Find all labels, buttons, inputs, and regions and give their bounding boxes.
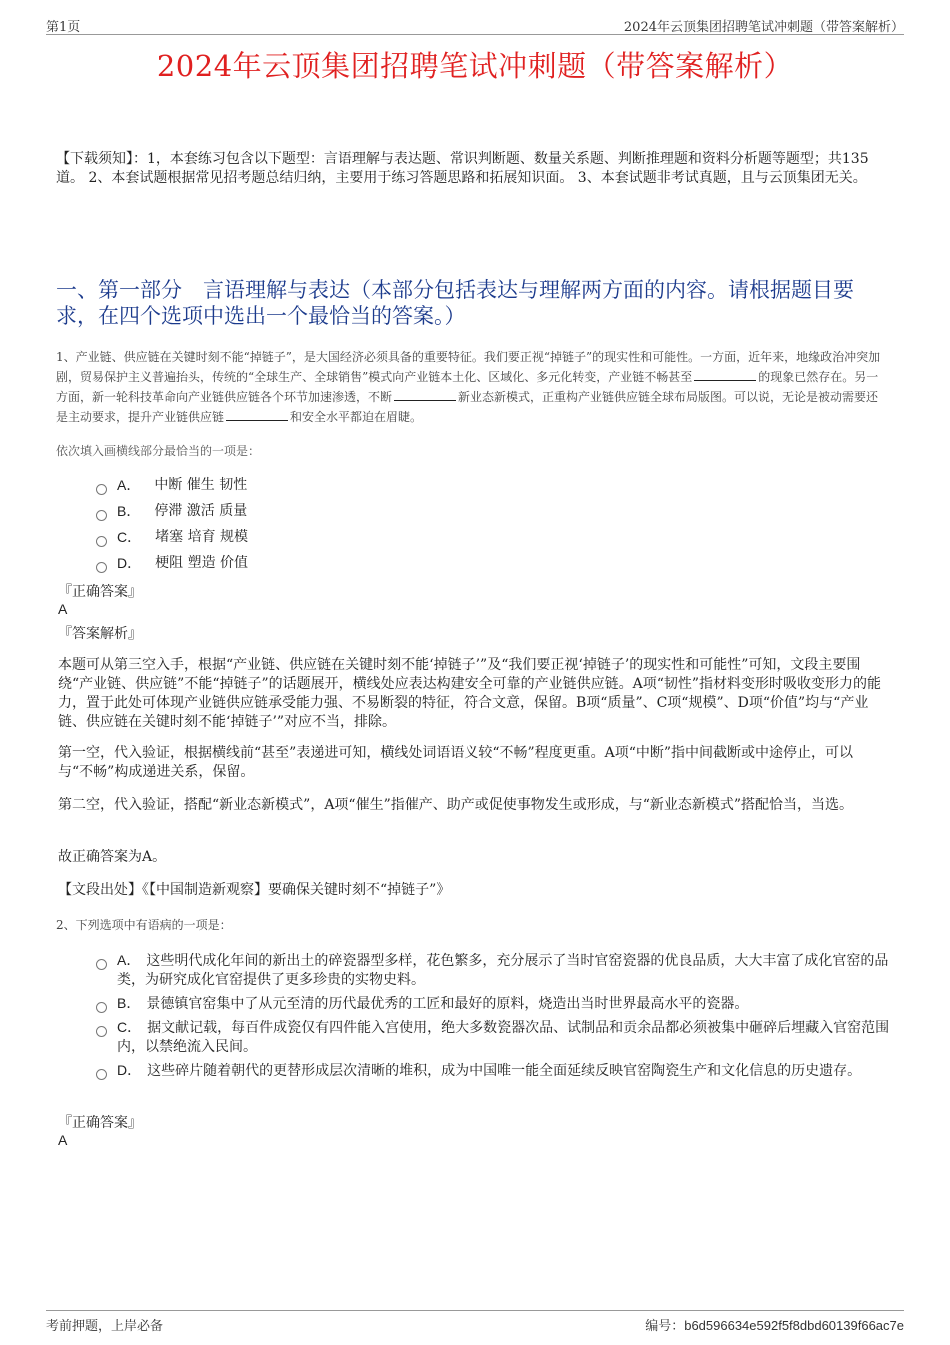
radio-icon[interactable] <box>96 1069 107 1080</box>
blank-line <box>226 408 288 421</box>
analysis-paragraph-1: 本题可从第三空入手，根据“产业链、供应链在关键时刻不能‘掉链子’”及“我们要正视‘掉链子’的现实性和可能性”可知，文段主要围绕“产业链、供应链”不能“掉链子”的话题展开，横线处应表达构建安全可靠的产业链供应链。A项“韧性”指材料变形时吸收变形力的能力，置于此处可体现产业链供应链承受能力强、不易断裂的特征，符合文意，保留。B项“质量”、C项“规模”、D项“价值”均与“产业链、供应链在关键时刻不能‘掉链子’”对应不当，排除。 <box>58 657 882 730</box>
header-doc-title: 2024年云顶集团招聘笔试冲刺题（带答案解析） <box>623 20 904 35</box>
analysis-conclusion: 故正确答案为A。 <box>58 849 167 865</box>
footer-code: 编号：b6d596634e592f5f8dbd60139f66ac7e <box>645 1318 904 1334</box>
q1-option-d[interactable]: D． 梗阻 塑造 价值 <box>96 554 896 580</box>
q1-options <box>96 476 896 580</box>
section-heading: 一、第一部分 言语理解与表达（本部分包括表达与理解两方面的内容。请根据题目要求，在四个选项中选出一个最恰当的答案。） <box>56 278 854 328</box>
question-2-stem: 2、下列选项中有语病的一项是： <box>56 918 232 932</box>
radio-icon[interactable] <box>96 484 107 495</box>
page-header <box>46 14 904 35</box>
q1-analysis-label: 『答案解析』 <box>58 626 142 642</box>
q2-option-b[interactable]: B． 景德镇官窑集中了从元至清的历代最优秀的工匠和最好的原料，烧造出当时世界最高水平的瓷器。 <box>96 994 896 1014</box>
q2-option-d[interactable]: D． 这些碎片随着朝代的更替形成层次清晰的堆积，成为中国唯一能全面延续反映官窑陶瓷生产和文化信息的历史遗存。 <box>96 1061 896 1081</box>
q1-option-c[interactable]: C． 堵塞 培育 规模 <box>96 528 896 554</box>
analysis-source: 【文段出处】《【中国制造新观察】要确保关键时刻不“掉链子”》 <box>58 882 451 898</box>
footer-slogan: 考前押题，上岸必备 <box>46 1319 164 1334</box>
q1-text-part3: 新业态新模式，正重构产业链供应链全球布局版图。可以说，无论是被动需要还是主动要求，提升产业链供应链 <box>56 390 879 424</box>
page-number: 第1页 <box>46 20 81 35</box>
q2-option-c[interactable]: C． 据文献记载，每百件成瓷仅有四件能入宫使用，绝大多数瓷器次品、试制品和贡余品都必须被集中砸碎后埋藏入官窑范围内，以禁绝流入民间。 <box>96 1018 896 1057</box>
radio-icon[interactable] <box>96 536 107 547</box>
q1-prompt: 依次填入画横线部分最恰当的一项是： <box>56 444 261 458</box>
q1-text-part1: 1、产业链、供应链在关键时刻不能“掉链子”，是大国经济必须具备的重要特征。我们要正视“掉链子”的现实性和可能性。一方面，近年来，地缘政治冲突加剧，贸易保护主义普遍抬头，传统的“全球生产、全球销售”模式向产业链本土化、区域化、多元化转变，产业链不畅甚至 <box>56 350 881 384</box>
radio-icon[interactable] <box>96 1026 107 1037</box>
question-1-stem <box>56 347 890 427</box>
q1-text-part4: 和安全水平都迫在眉睫。 <box>290 410 423 424</box>
radio-icon[interactable] <box>96 1002 107 1013</box>
download-notice: 【下载须知】：1，本套练习包含以下题型：言语理解与表达题、常识判断题、数量关系题、判断推理题和资料分析题等题型；共135道。 2、本套试题根据常见招考题总结归纳，主要用于练习答题思路和拓展知识面。 3、本套试题非考试真题，且与云顶集团无关。 <box>56 151 869 186</box>
blank-line <box>394 388 456 401</box>
analysis-paragraph-2: 第一空，代入验证，根据横线前“甚至”表递进可知，横线处词语语义较“不畅”程度更重。A项“中断”指中间截断或中途停止，可以与“不畅”构成递进关系，保留。 <box>58 745 854 780</box>
radio-icon[interactable] <box>96 510 107 521</box>
q2-answer: A <box>58 1132 68 1148</box>
page-footer <box>46 1310 904 1333</box>
q1-option-b[interactable]: B． 停滞 激活 质量 <box>96 502 896 528</box>
q1-option-a[interactable]: A． 中断 催生 韧性 <box>96 476 896 502</box>
q2-answer-label: 『正确答案』 <box>58 1115 142 1131</box>
radio-icon[interactable] <box>96 562 107 573</box>
q1-answer: A <box>58 601 68 617</box>
radio-icon[interactable] <box>96 959 107 970</box>
blank-line <box>694 368 756 381</box>
q1-text-part2: 的现象已然存在。另一方面，新一轮科技革命向产业链供应链各个环节加速渗透，不断 <box>56 370 879 404</box>
q1-answer-label: 『正确答案』 <box>58 584 142 600</box>
analysis-paragraph-3: 第二空，代入验证，搭配“新业态新模式”，A项“催生”指催产、助产或促使事物发生或形成，与“新业态新模式”搭配恰当，当选。 <box>58 797 854 813</box>
page-title: 2024年云顶集团招聘笔试冲刺题（带答案解析） <box>156 49 794 83</box>
q2-options <box>96 951 896 1081</box>
q2-option-a[interactable]: A． 这些明代成化年间的新出土的碎瓷器型多样，花色繁多，充分展示了当时官窑瓷器的优良品质，大大丰富了成化官窑的品类，为研究成化官窑提供了更多珍贵的实物史料。 <box>96 951 896 990</box>
